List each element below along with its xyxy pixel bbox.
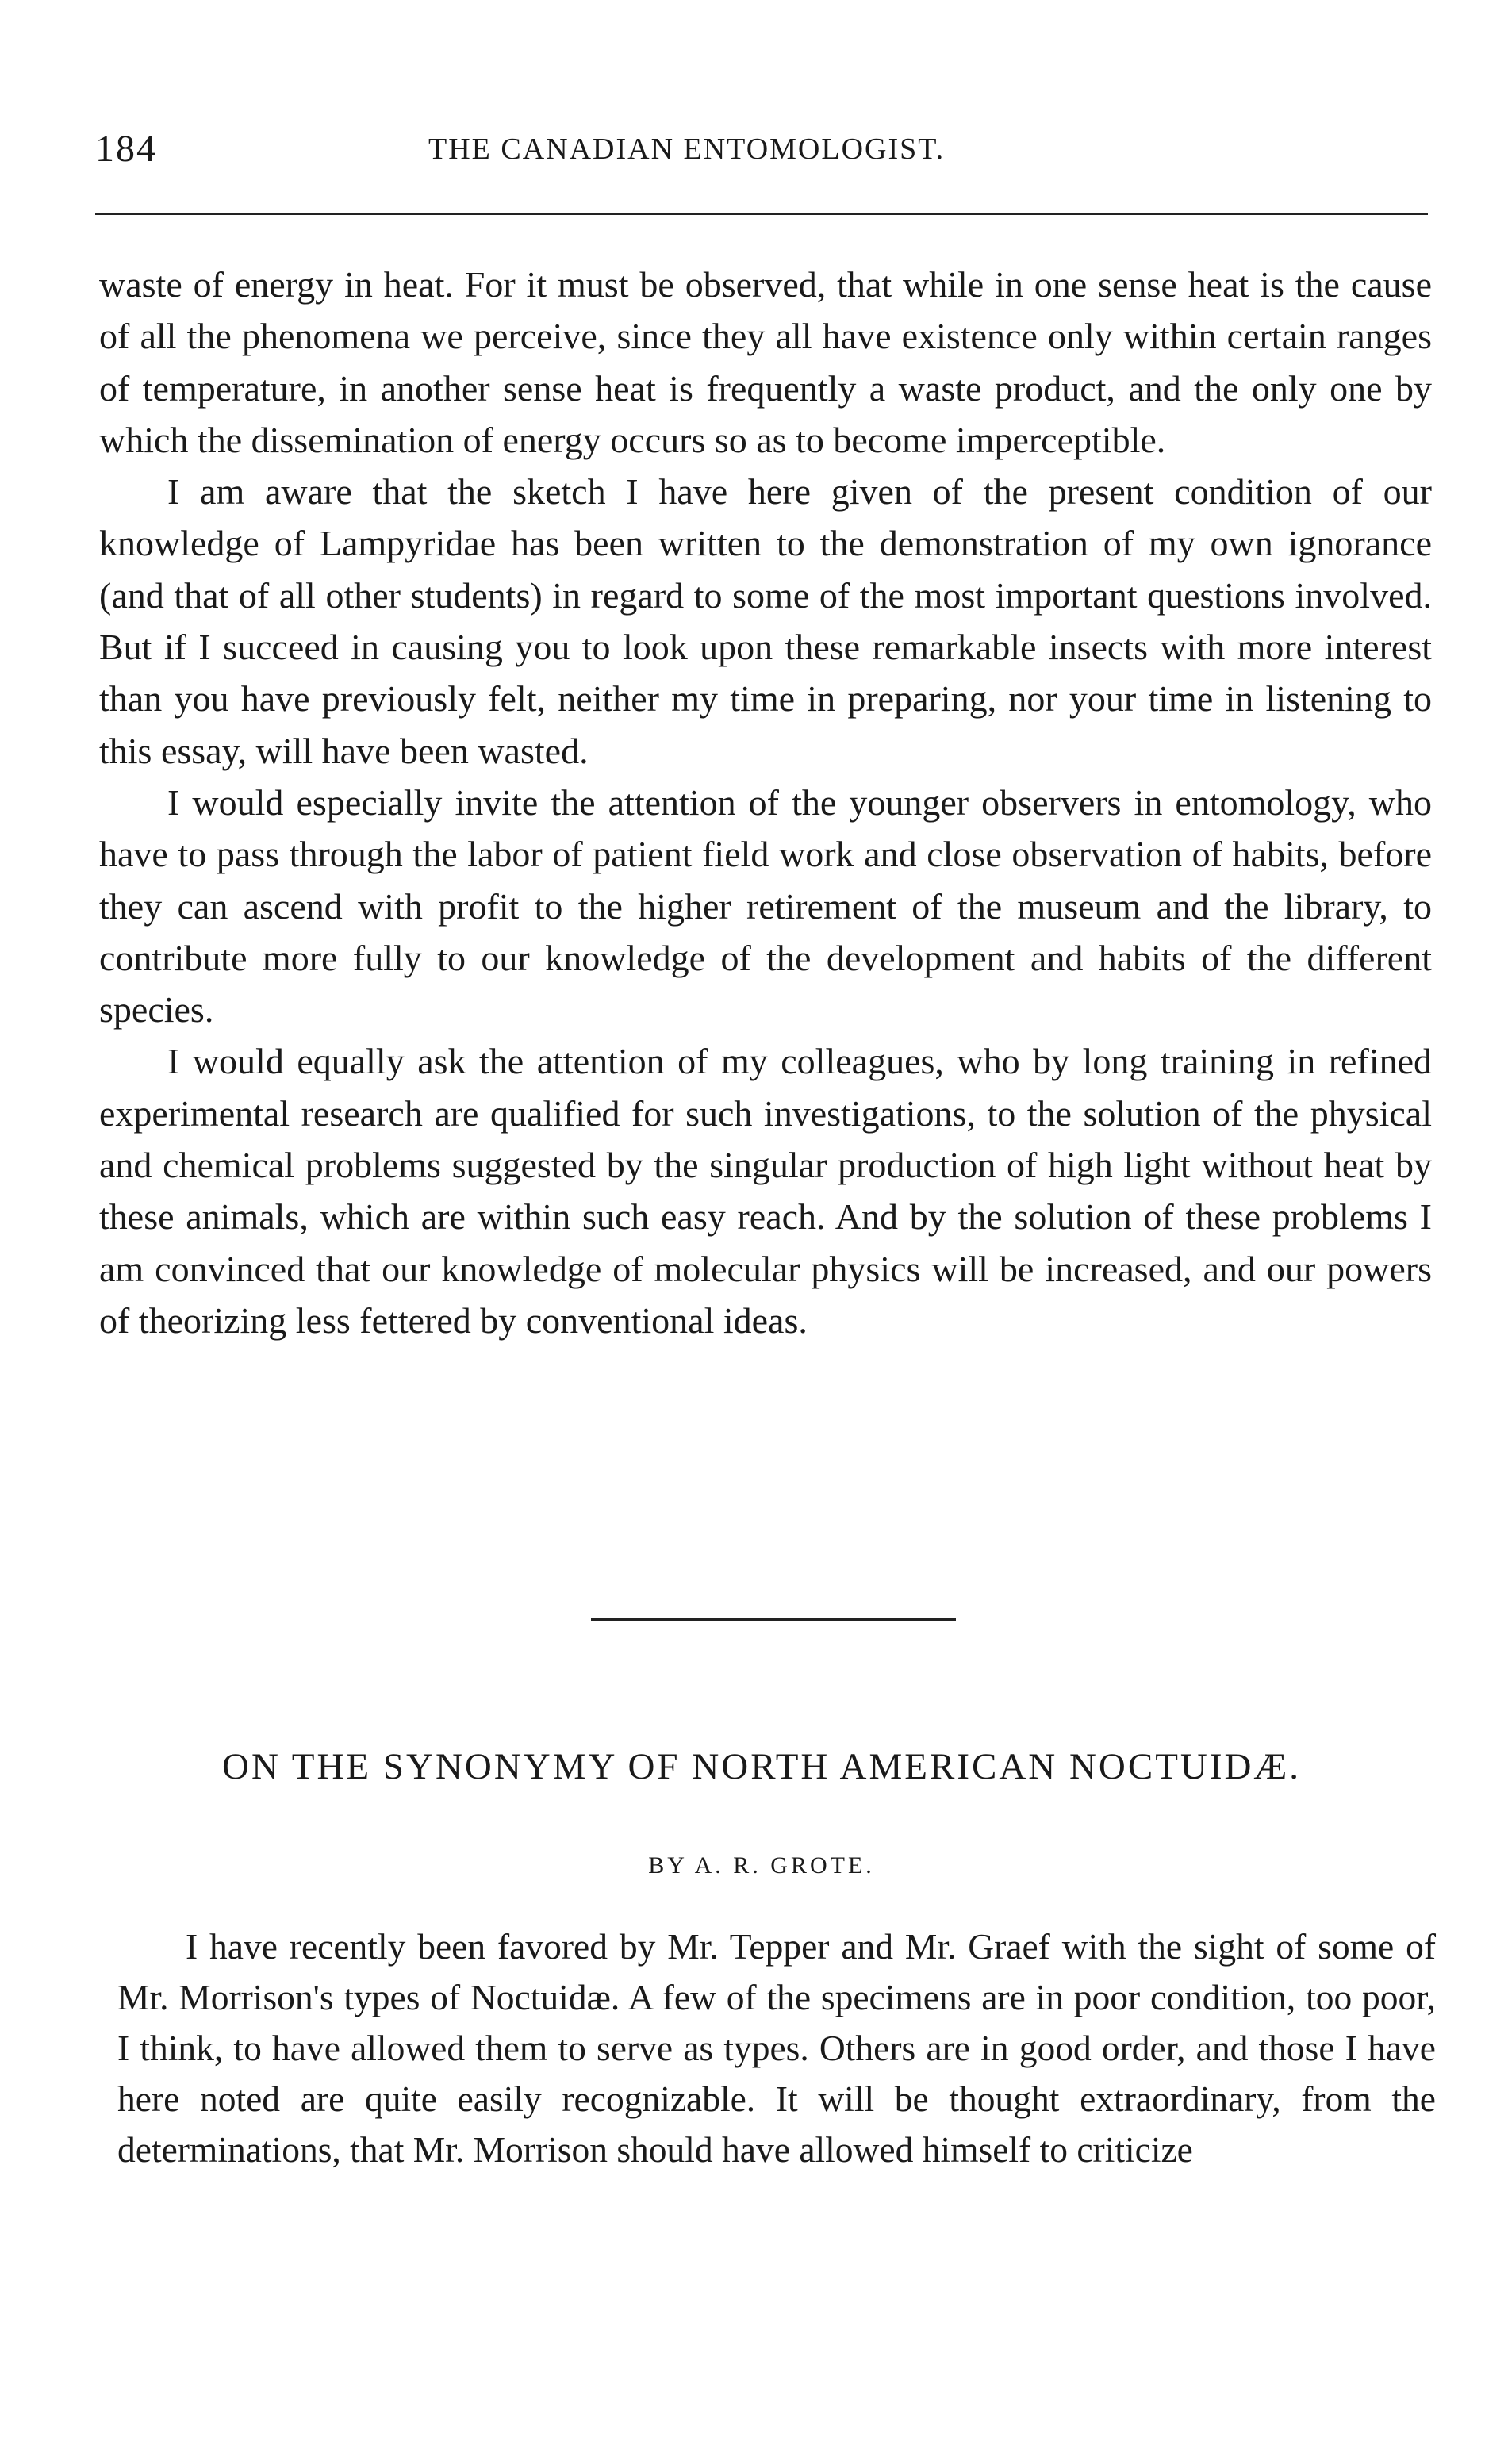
article-title: ON THE SYNONYMY OF NORTH AMERICAN NOCTUIDÆ.: [222, 1746, 1301, 1787]
article-body: [117, 1921, 1436, 2175]
essay-conclusion: [99, 259, 1432, 1346]
article-paragraph: I have recently been favored by Mr. Tepper and Mr. Graef with the sight of some of Mr. Morrison's types of Noctuidæ. A few of the specimens are in poor condition, too poor, I think, to have allowed them to serve as types. Others are in good order, and those I have here noted are quite easily recognizable. It will be thought extraordinary, from the determinations, that Mr. Morrison should have allowed himself to criticize: [117, 1926, 1436, 2170]
essay-paragraph: I would especially invite the attention of the younger observers in entomology, who have to pass through the labor of patient field work and close observation of habits, before they can ascend with profit to the higher retirement of the museum and the library, to contribute more fully to our knowledge of the development and habits of the different species.: [99, 781, 1432, 1031]
section-divider: [591, 1618, 956, 1621]
journal-title: THE CANADIAN ENTOMOLOGIST.: [428, 132, 946, 166]
header-rule: [95, 213, 1428, 215]
article-byline: BY A. R. GROTE.: [648, 1852, 875, 1879]
essay-paragraph: I am aware that the sketch I have here given of the present condition of our knowledge of Lampyridae has been written to the demonstration of my own ignorance (and that of all other students) in regard to some of the most important questions involved. But if I succeed in causing you to look upon these remarkable insects with more interest than you have previously felt, neither my time in preparing, nor your time in listening to this essay, will have been wasted.: [99, 471, 1432, 771]
essay-paragraph: I would equally ask the attention of my colleagues, who by long training in refined experimental research are qualified for such investigations, to the solution of the physical and chemical problems suggested by the singular production of high light without heat by these animals, which are within such easy reach. And by the solution of these problems I am convinced that our knowledge of molecular physics will be increased, and our powers of theorizing less fettered by conventional ideas.: [99, 1041, 1432, 1341]
running-head: [95, 127, 1428, 182]
essay-paragraph: waste of energy in heat. For it must be observed, that while in one sense heat is the cause of all the phenomena we perceive, since they all have existence only within certain ranges of temperature, in another sense heat is frequently a waste product, and the only one by which the dissemination of energy occurs so as to become imperceptible.: [99, 264, 1432, 460]
page-number: 184: [95, 128, 157, 170]
